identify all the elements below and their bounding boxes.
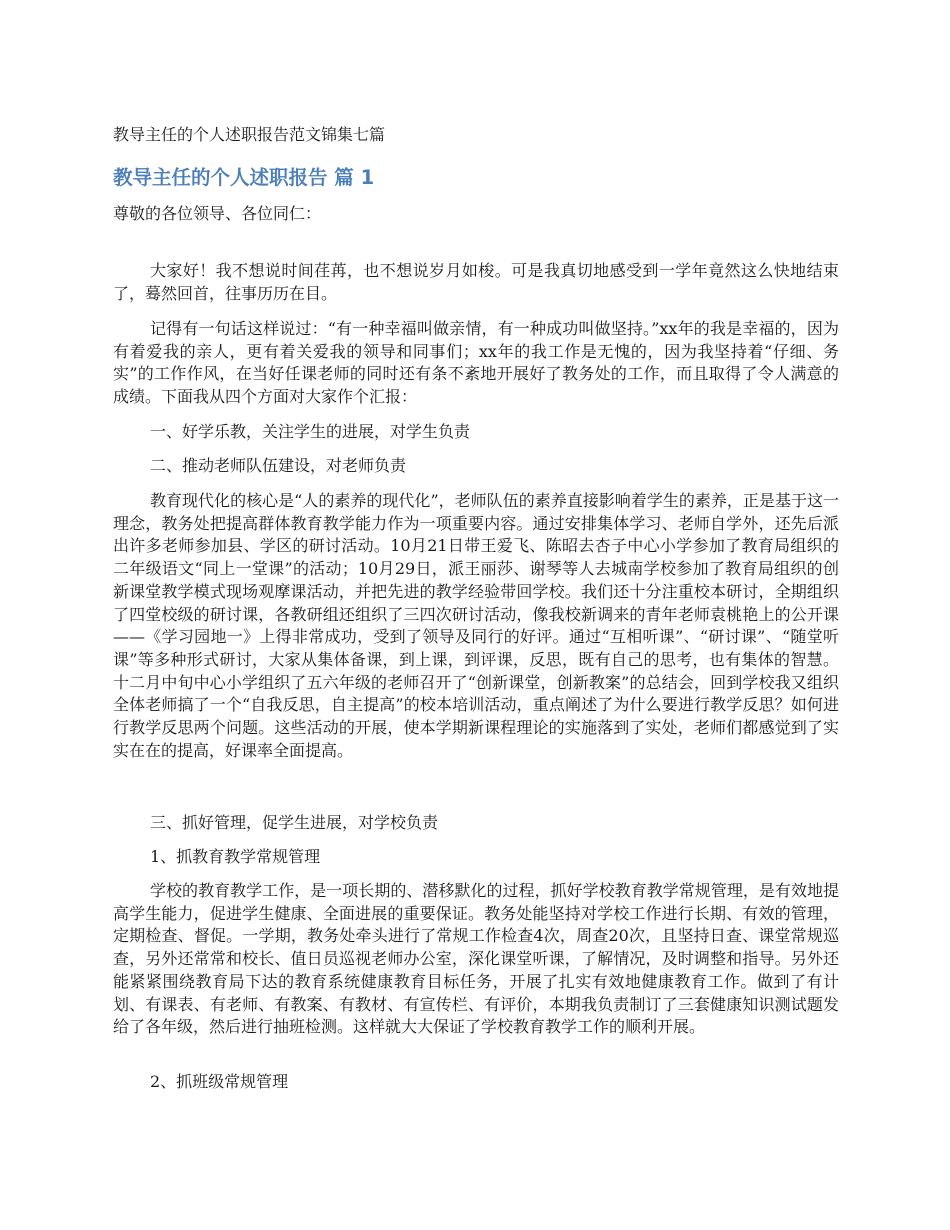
paragraph: 教育现代化的核心是“人的素养的现代化”，老师队伍的素养直接影响着学生的素养，正是基于这一理念，教务处把提高群体教育教学能力作为一项重要内容。通过安排集体学习、老师自学外，还先后派出许多老师参加县、学区的研讨活动。10月21日带王爱飞、陈昭去杏子中心小学参加了教育局组织的二年级语文“同上一堂课”的活动；10月29日，派王丽莎、谢琴等人去城南学校参加了教育局组织的创新课堂教学模式现场观摩课活动，并把先进的教学经验带回学校。我们还十分注重校本研讨，全期组织了四堂校级的研讨课，各教研组还组织了三四次研讨活动，像我校新调来的青年老师袁桃艳上的公开课——《学习园地一》上得非常成功，受到了领导及同行的好评。通过“互相听课”、“研讨课”、“随堂听课”等多种形式研讨，大家从集体备课，到上课，到评课，反思，既有自己的思考，也有集体的智慧。十二月中旬中心小学组织了五六年级的老师召开了“创新课堂，创新教案”的总结会，回到学校我又组织全体老师搞了一个“自我反思，自主提高”的校本培训活动，重点阐述了为什么要进行教学反思？如何进行教学反思两个问题。这些活动的开展，使本学期新课程理论的实施落到了实处，老师们都感觉到了实实在在的提高，好课率全面提高。: [113, 491, 839, 760]
paragraph: 学校的教育教学工作，是一项长期的、潜移默化的过程，抓好学校教育教学常规管理，是有效地提高学生能力，促进学生健康、全面进展的重要保证。教务处能坚持对学校工作进行长期、有效的管理，定期检查、督促。一学期，教务处牵头进行了常规工作检查4次，周查20次，且坚持日查、课堂常规巡查，另外还常常和校长、值日员巡视老师办公室，深化课堂听课，了解情况，及时调整和指导。另外还能紧紧围绕教育局下达的教育系统健康教育目标任务，开展了扎实有效地健康教育工作。做到了有计划、有课表、有老师、有教案、有教材、有宣传栏、有评价，本期我负责制订了三套健康知识测试题发给了各年级，然后进行抽班检测。这样就大大保证了学校教育教学工作的顺利开展。: [113, 881, 839, 1037]
paragraph: 记得有一句话这样说过：“有一种幸福叫做亲情，有一种成功叫做坚持。”xx年的我是幸福的，因为有着爱我的亲人，更有着关爱我的领导和同事们；xx年的我工作是无愧的，因为我坚持着“仔细、务实”的工作作风，在当好任课老师的同时还有条不紊地开展好了教务处的工作，而且取得了令人满意的成绩。下面我从四个方面对大家作个汇报：: [113, 319, 839, 407]
paragraph: 三、抓好管理，促学生进展，对学校负责: [150, 813, 439, 832]
paragraph: 1、抓教育教学常规管理: [150, 847, 321, 866]
paragraph: 二、推动老师队伍建设，对老师负责: [150, 456, 407, 475]
paragraph: 大家好！我不想说时间荏苒，也不想说岁月如梭。可是我真切地感受到一学年竟然这么快地结束了，蓦然回首，往事历历在目。: [113, 261, 839, 303]
salutation: 尊敬的各位领导、各位同仁：: [113, 204, 322, 223]
paragraph: 2、抓班级常规管理: [150, 1072, 289, 1091]
document-title: 教导主任的个人述职报告范文锦集七篇: [113, 125, 386, 144]
paragraph: 一、好学乐教，关注学生的进展，对学生负责: [150, 422, 471, 441]
section-heading: 教导主任的个人述职报告 篇 1: [113, 166, 375, 189]
